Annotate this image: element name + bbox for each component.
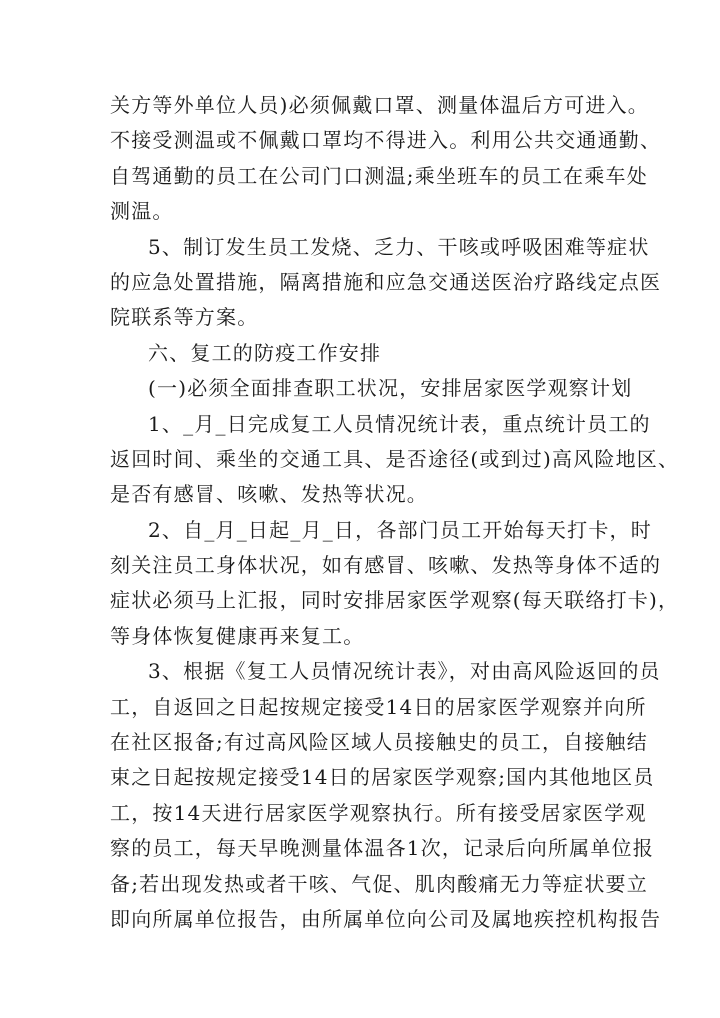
text-line: 工，自返回之日起按规定接受14日的居家医学观察并向所 (110, 694, 647, 719)
text-line: 备;若出现发热或者干咳、气促、肌肉酸痛无力等症状要立 (110, 871, 648, 896)
text-line: 即向所属单位报告，由所属单位向公司及属地疾控机构报告 (110, 906, 662, 931)
text-line: 关方等外单位人员)必须佩戴口罩、测量体温后方可进入。 (110, 93, 650, 117)
text-line: 察的员工，每天早晚测量体温各1次，记录后向所属单位报 (110, 836, 654, 861)
text-line: 症状必须马上汇报，同时安排居家医学观察(每天联络打卡)， (110, 588, 680, 613)
document-body (110, 88, 680, 937)
text-line: 测温。 (110, 199, 174, 224)
text-line: 3、根据《复工人员情况统计表》，对由高风险返回的员 (148, 659, 661, 684)
text-line: 院联系等方案。 (110, 305, 259, 330)
text-line: 的应急处置措施，隔离措施和应急交通送医治疗路线定点医 (110, 269, 662, 294)
text-line: 返回时间、乘坐的交通工具、是否途径(或到过)高风险地区、 (110, 446, 680, 471)
text-line: 在社区报备;有过高风险区域人员接触史的员工，自接触结 (110, 730, 648, 755)
text-line: 2、自_月_日起_月_日，各部门员工开始每天打卡，时 (148, 517, 652, 542)
text-line: 等身体恢复健康再来复工。 (110, 623, 365, 648)
text-line: (一)必须全面排查职工状况，安排居家医学观察计划 (148, 376, 633, 401)
text-line: 刻关注员工身体状况，如有感冒、咳嗽、发热等身体不适的 (110, 553, 662, 578)
text-line: 1、_月_日完成复工人员情况统计表，重点统计员工的 (148, 411, 651, 436)
text-line: 不接受测温或不佩戴口罩均不得进入。利用公共交通通勤、 (110, 128, 662, 153)
text-line: 束之日起按规定接受14日的居家医学观察;国内其他地区员 (110, 765, 655, 790)
text-line: 六、复工的防疫工作安排 (148, 340, 382, 365)
text-line: 工，按14天进行居家医学观察执行。所有接受居家医学观 (110, 800, 647, 825)
text-line: 是否有感冒、咳嗽、发热等状况。 (110, 482, 428, 507)
text-line: 5、制订发生员工发烧、乏力、干咳或呼吸困难等症状 (148, 234, 650, 259)
text-line: 自驾通勤的员工在公司门口测温;乘坐班车的员工在乘车处 (110, 163, 648, 188)
